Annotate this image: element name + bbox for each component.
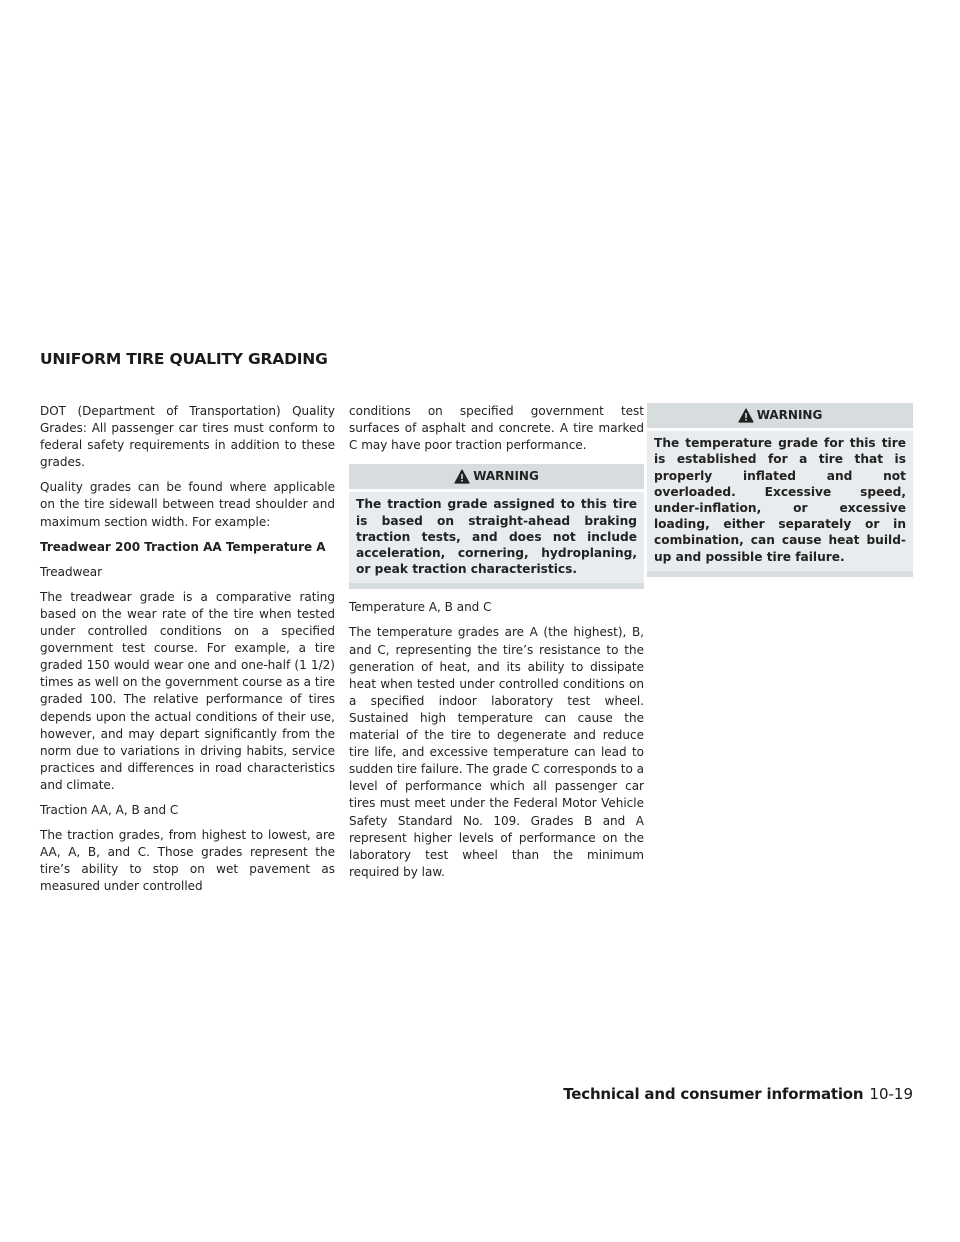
subheading-temperature: Temperature A, B and C [349, 600, 492, 615]
warning-box-traction [349, 464, 644, 589]
paragraph-dot-grades: DOT (Department of Transportation) Quality Grades: All passenger car tires must conform to federal safety requirements in addition to these grades. [40, 404, 335, 470]
example-grade: Treadwear 200 Traction AA Temperature A [40, 539, 326, 554]
column-3 [647, 403, 913, 587]
warning-label: WARNING [756, 408, 823, 422]
column-1 [40, 403, 335, 903]
paragraph-temperature: The temperature grades are A (the highest), B, and C, representing the tire’s resistance to the generation of heat, and its ability to dissipate heat when tested under controlled conditions on a specified indoor laboratory test wheel. Sustained high temperature can cause the material of the tire to degenerate and reduce tire life, and excessive temperature can lead to sudden tire failure. The grade C corresponds to a level of performance which all passenger car tires must meet under the Federal Motor Vehicle Safety Standard No. 109. Grades B and A represent higher levels of performance on the laboratory test wheel than the minimum required by law. [349, 625, 644, 879]
paragraph-grade-location: Quality grades can be found where applicable on the tire sidewall between tread shoulder and maximum section width. For example: [40, 480, 335, 529]
warning-header [356, 464, 637, 489]
warning-text: The traction grade assigned to this tire is based on straight-ahead braking traction tests, and does not include acceleration, cornering, hydroplaning, or peak traction characteristics. [349, 492, 644, 583]
warning-text: The temperature grade for this tire is established for a tire that is properly inflated and not overloaded. Excessive speed, under-inflation, or excessive loading, either separately or in combination, can cause heat build-up and possible tire failure. [647, 431, 913, 571]
warning-triangle-icon [738, 408, 754, 423]
warning-triangle-icon [454, 469, 470, 484]
warning-header [654, 403, 906, 428]
page-footer [563, 1085, 913, 1103]
column-2 [349, 403, 644, 889]
subheading-treadwear: Treadwear [40, 564, 103, 579]
footer-section-label: Technical and consumer information [563, 1085, 864, 1103]
paragraph-traction: The traction grades, from highest to lowest, are AA, A, B, and C. Those grades represent the tire’s ability to stop on wet pavement as measured under controlled [40, 828, 335, 894]
warning-label: WARNING [473, 469, 539, 484]
paragraph-treadwear: The treadwear grade is a comparative rating based on the wear rate of the tire when tested under controlled conditions on a specified government test course. For example, a tire graded 150 would wear one and one-half (1 1/2) times as well on the government course as a tire graded 100. The relative performance of tires depends upon the actual conditions of their use, however, and may depart significantly from the norm due to variations in driving habits, service practices and differences in road characteristics and climate. [40, 589, 335, 792]
warning-box-temperature [647, 403, 913, 577]
page-number: 10-19 [869, 1085, 913, 1103]
subheading-traction: Traction AA, A, B and C [40, 802, 179, 817]
section-title: UNIFORM TIRE QUALITY GRADING [40, 350, 328, 368]
paragraph-traction-cont: conditions on specified government test surfaces of asphalt and concrete. A tire marked C may have poor traction performance. [349, 404, 644, 453]
